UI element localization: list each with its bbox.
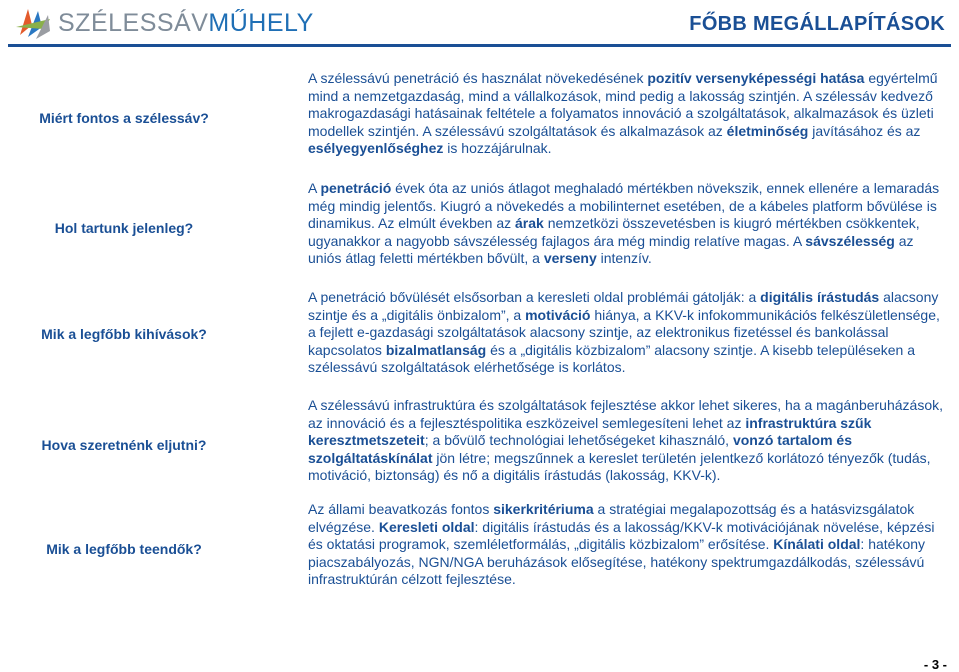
answer-2 bbox=[308, 180, 948, 268]
question-4: Hova szeretnénk eljutni? bbox=[41, 437, 207, 453]
answer-text-segment: verseny bbox=[543, 250, 597, 267]
answer-text-segment: javításához és az bbox=[808, 122, 921, 139]
question-2: Hol tartunk jelenleg? bbox=[54, 220, 194, 236]
logo-text: SZÉLESSÁVMŰHELY bbox=[58, 8, 314, 37]
answer-text-segment: A penetráció bővülését elsősorban a keresleti oldal problémái gátolják: a bbox=[308, 289, 761, 305]
answer-text-segment: a stratégiai megalapozottság és a hatásvizsgálatok elvégzése. bbox=[308, 501, 915, 535]
answer-text-segment: az uniós átlag feletti mértékben bővült, a bbox=[308, 232, 914, 267]
page-number: - 3 - bbox=[923, 657, 947, 672]
answer-text-segment: : hatékony piacszabályozás, NGN/NGA beruházások elősegítése, hatékony spektrumgazdálkodás, szélessávú infrastruktúrán célzott fejlesztése. bbox=[308, 536, 926, 588]
answer-text-segment: digitális írástudás bbox=[760, 289, 880, 305]
answer-text-segment: Kínálati oldal bbox=[773, 536, 861, 553]
answer-text-segment: vonzó tartalom és szolgáltatáskínálat bbox=[308, 432, 852, 466]
logo-icon bbox=[14, 5, 54, 41]
answer-text-segment: évek óta az uniós átlagot meghaladó mértékben növekszik, ennek ellenére a lemaradás még mindig jelentős. Kiugró a növekedés a mobilinternet esetében, de a kábeles platform bővülése is dinamikus. Az elmúlt években az bbox=[308, 180, 940, 232]
answer-text-segment: Az állami beavatkozás fontos bbox=[308, 501, 494, 517]
answer-text-segment: sávszélesség bbox=[805, 232, 895, 249]
answer-text-segment: infrastruktúra szűk keresztmetszeteit bbox=[308, 414, 872, 449]
answer-1 bbox=[308, 70, 948, 158]
answer-text-segment: és a „digitális közbizalom” alacsony szintje. A kisebb településeken a szélessávú szolgáltatások elérhetősége is korlátos. bbox=[308, 341, 915, 376]
answer-text-segment: is hozzájárulnak. bbox=[443, 140, 552, 157]
answer-text-segment: egyértelmű mind a nemzetgazdaság, mind a vállalkozások, mind pedig a lakosság szintjén. A szélessáv kedvező makrogazdasági hatásainak feltétele a folyamatos innováció a szolgáltatások, alkalmazások és üzleti modellek szintjén. A szélessávú szolgáltatások és alkalmazások az bbox=[308, 70, 938, 139]
answer-text-segment: jön létre; megszűnnek a kereslet területén jelentkező korlátozó tényezők (tudás, motiváció, biztonság) és nő a digitális írástudás (lakosság, KKV-k). bbox=[308, 449, 931, 484]
logo bbox=[14, 4, 314, 42]
answer-text-segment: A bbox=[308, 180, 321, 196]
answer-4 bbox=[308, 397, 948, 485]
answer-text-segment: hiánya, a KKV-k infokommunikációs felkészületlensége, a fejlett e-gazdasági szolgáltatások alacsony szintje, az elektronikus fizetéssel és bankolással kapcsolatos bbox=[308, 306, 940, 358]
question-5: Mik a legfőbb teendők? bbox=[46, 541, 202, 557]
answer-text-segment: : digitális írástudás és a lakosság/KKV-k motivációjának növelése, képzési és oktatási programok, szemléletformálás, „digitális közbizalom” erősítése. bbox=[308, 518, 935, 553]
page-title: FŐBB MEGÁLLAPÍTÁSOK bbox=[689, 13, 945, 35]
answer-text-segment: esélyegyenlőséghez bbox=[308, 140, 444, 157]
answer-text-segment: A szélessávú infrastruktúra és szolgáltatások fejlesztése akkor lehet sikeres, ha a magánberuházások, az innováció és a fejlesztéspolitika eszközeivel semlegesíteni lehet az bbox=[308, 397, 943, 431]
answer-3 bbox=[308, 289, 948, 377]
answer-text-segment: penetráció bbox=[320, 180, 392, 196]
question-1: Miért fontos a szélessáv? bbox=[39, 110, 209, 126]
answer-text-segment: pozitív versenyképességi hatása bbox=[647, 70, 865, 86]
answer-5 bbox=[308, 501, 948, 589]
answer-text-segment: ; a bővülő technológiai lehetőségeket kihasználó, bbox=[424, 432, 733, 449]
answer-text-segment: árak bbox=[515, 215, 544, 232]
answer-text-segment: bizalmatlanság bbox=[385, 341, 487, 358]
answer-text-segment: motiváció bbox=[525, 306, 591, 323]
question-3: Mik a legfőbb kihívások? bbox=[41, 326, 207, 342]
answer-text-segment: nemzetközi összevetésben is kiugró mértékben csökkentek, ugyanakkor a nagyobb sávszélesség fajlagos ára még mindig relatíve magas. A bbox=[308, 215, 920, 249]
answer-text-segment: Keresleti oldal bbox=[378, 518, 475, 535]
answer-text-segment: alacsony szintje és a „digitális önbizalom”, a bbox=[308, 289, 939, 323]
answer-text-segment: A szélessávú penetráció és használat növekedésének bbox=[308, 70, 648, 86]
answer-text-segment: sikerkritériuma bbox=[493, 501, 594, 517]
answer-text-segment: intenzív. bbox=[596, 250, 652, 267]
answer-text-segment: életminőség bbox=[726, 122, 809, 139]
header-divider bbox=[8, 44, 951, 47]
